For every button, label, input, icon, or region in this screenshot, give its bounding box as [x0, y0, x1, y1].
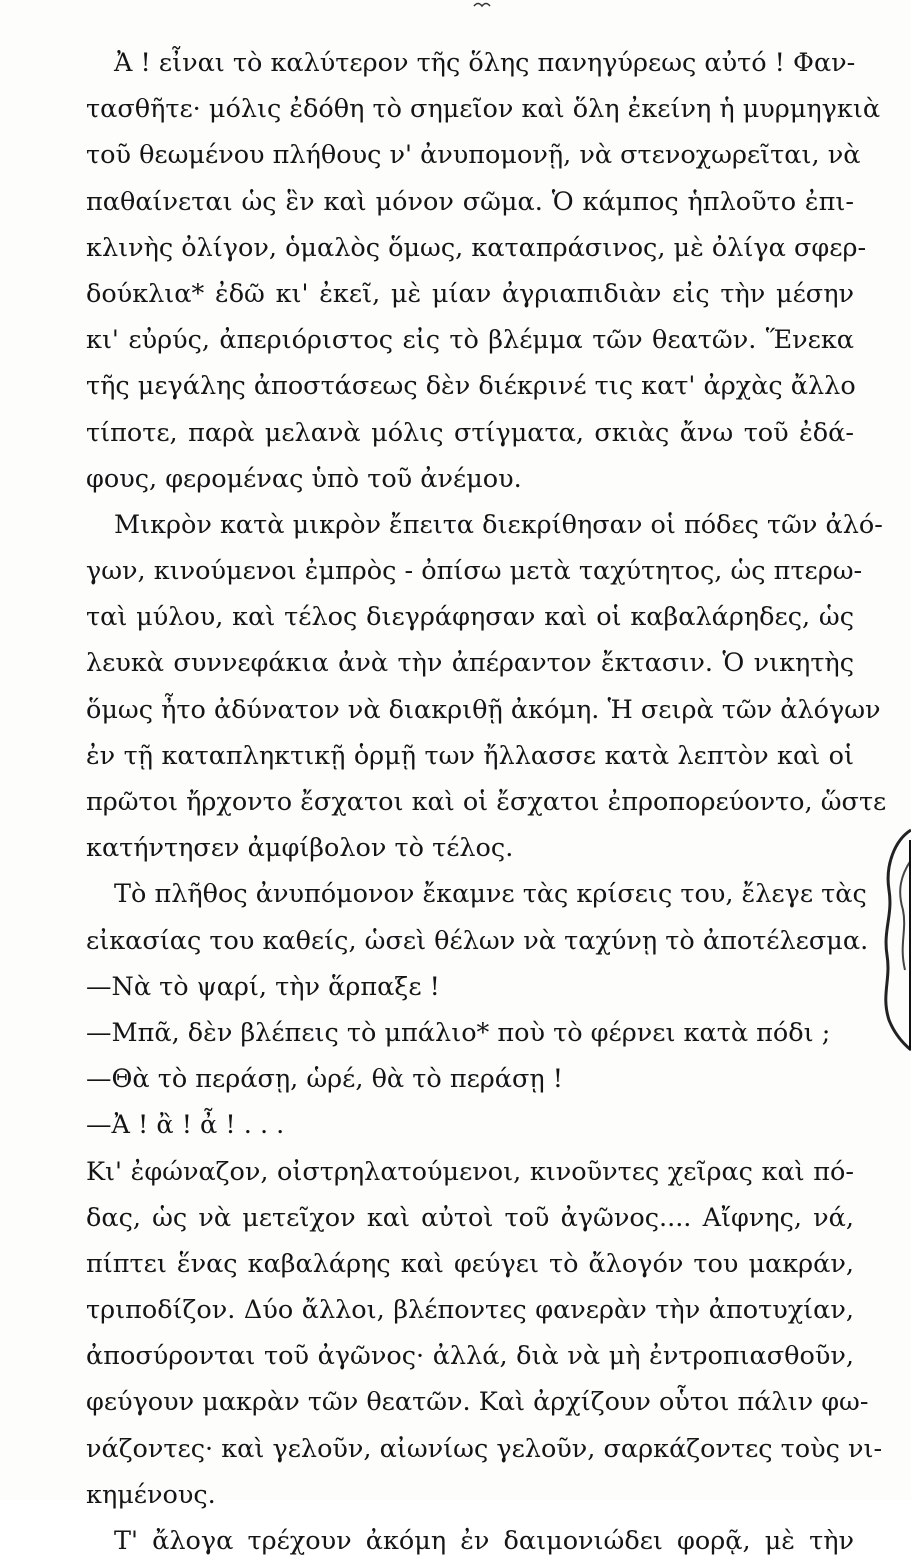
- text-line: γων, κινούμενοι ἐμπρὸς - ὀπίσω μετὰ ταχύτητος, ὡς πτερω-: [86, 556, 863, 587]
- text-line: νάζοντες· καὶ γελοῦν, αἰωνίως γελοῦν, σαρκάζοντες τοὺς νι-: [86, 1433, 883, 1464]
- text-line: ὅμως ἦτο ἀδύνατον νὰ διακριθῇ ἀκόμη. Ἡ σειρὰ τῶν ἀλόγων: [86, 694, 881, 725]
- text-line: δας, ὡς νὰ μετεῖχον καὶ αὐτοὶ τοῦ ἀγῶνος.... Αἴφνης, νά,: [86, 1202, 854, 1233]
- top-edge-mark: [470, 0, 530, 10]
- text-line: λευκὰ συννεφάκια ἀνὰ τὴν ἀπέραντον ἔκτασιν. Ὁ νικητὴς: [86, 648, 854, 679]
- page-text: [86, 40, 887, 1564]
- text-line: Κι' ἐφώναζον, οἰστρηλατούμενοι, κινοῦντες χεῖρας καὶ πό-: [86, 1156, 854, 1187]
- text-line: εἰκασίας του καθείς, ὡσεὶ θέλων νὰ ταχύνῃ τὸ ἀποτέλεσμα.: [86, 925, 869, 956]
- text-line: —Θὰ τὸ περάσῃ, ὡρέ, θὰ τὸ περάσῃ !: [86, 1064, 564, 1095]
- text-line: κημένους.: [86, 1479, 216, 1510]
- text-line: κλινὴς ὀλίγον, ὁμαλὸς ὅμως, καταπράσινος, μὲ ὀλίγα σφερ-: [86, 232, 867, 263]
- text-line: πίπτει ἕνας καβαλάρης καὶ φεύγει τὸ ἄλογόν του μακράν,: [86, 1248, 854, 1279]
- text-line: Μικρὸν κατὰ μικρὸν ἔπειτα διεκρίθησαν οἱ πόδες τῶν ἀλό-: [114, 509, 883, 540]
- text-line: Τ' ἄλογα τρέχουν ἀκόμη ἐν δαιμονιώδει φορᾷ, μὲ τὴν: [114, 1526, 854, 1556]
- text-line: φεύγουν μακρὰν τῶν θεατῶν. Καὶ ἀρχίζουν οὗτοι πάλιν φω-: [86, 1387, 869, 1418]
- text-line: Τὸ πλῆθος ἀνυπόμονον ἔκαμνε τὰς κρίσεις του, ἔλεγε τὰς: [114, 879, 867, 910]
- text-line: τῆς μεγάλης ἀποστάσεως δὲν διέκρινέ τις κατ' ἀρχὰς ἄλλο: [86, 371, 856, 402]
- text-line: ταὶ μύλου, καὶ τέλος διεγράφησαν καὶ οἱ καβαλάρηδες, ὡς: [86, 602, 854, 633]
- text-line: —Ἀ ! ἂ ! ἆ ! . . .: [86, 1110, 285, 1141]
- text-line: φους, φερομένας ὑπὸ τοῦ ἀνέμου.: [86, 463, 522, 494]
- text-line: τοῦ θεωμένου πλήθους ν' ἀνυπομονῇ, νὰ στενοχωρεῖται, νὰ: [86, 140, 861, 171]
- text-line: πρῶτοι ἤρχοντο ἔσχατοι καὶ οἱ ἔσχατοι ἐπροπορεύοντο, ὥστε: [86, 787, 887, 817]
- text-line: τασθῆτε· μόλις ἐδόθη τὸ σημεῖον καὶ ὅλη ἐκείνη ἡ μυρμηγκιὰ: [86, 94, 881, 125]
- text-line: δούκλια* ἐδῶ κι' ἐκεῖ, μὲ μίαν ἀγριαπιδιὰν εἰς τὴν μέσην: [86, 278, 854, 309]
- text-line: τριποδίζον. Δύο ἄλλοι, βλέποντες φανερὰν τὴν ἀποτυχίαν,: [86, 1295, 854, 1326]
- text-line: ἐν τῇ καταπληκτικῇ ὁρμῇ των ἤλλασσε κατὰ λεπτὸν καὶ οἱ: [86, 740, 854, 771]
- text-line: τίποτε, παρὰ μελανὰ μόλις στίγματα, σκιὰς ἄνω τοῦ ἐδά-: [86, 417, 854, 448]
- margin-illustration-fragment: [875, 820, 911, 1060]
- text-line: Ἀ ! εἶναι τὸ καλύτερον τῆς ὅλης πανηγύρεως αὐτό ! Φαν-: [114, 48, 856, 78]
- text-line: κατήντησεν ἀμφίβολον τὸ τέλος.: [86, 833, 514, 864]
- text-line: —Νὰ τὸ ψαρί, τὴν ἅρπαξε !: [86, 971, 440, 1002]
- text-line: —Μπᾶ, δὲν βλέπεις τὸ μπάλιο* ποὺ τὸ φέρνει κατὰ πόδι ;: [86, 1017, 831, 1048]
- text-line: παθαίνεται ὡς ἓν καὶ μόνον σῶμα. Ὁ κάμπος ἡπλοῦτο ἐπι-: [86, 186, 854, 217]
- text-line: κι' εὐρύς, ἀπεριόριστος εἰς τὸ βλέμμα τῶν θεατῶν. Ἕνεκα: [86, 325, 854, 356]
- text-line: ἀποσύρονται τοῦ ἀγῶνος· ἀλλά, διὰ νὰ μὴ ἐντροπιασθοῦν,: [86, 1341, 854, 1372]
